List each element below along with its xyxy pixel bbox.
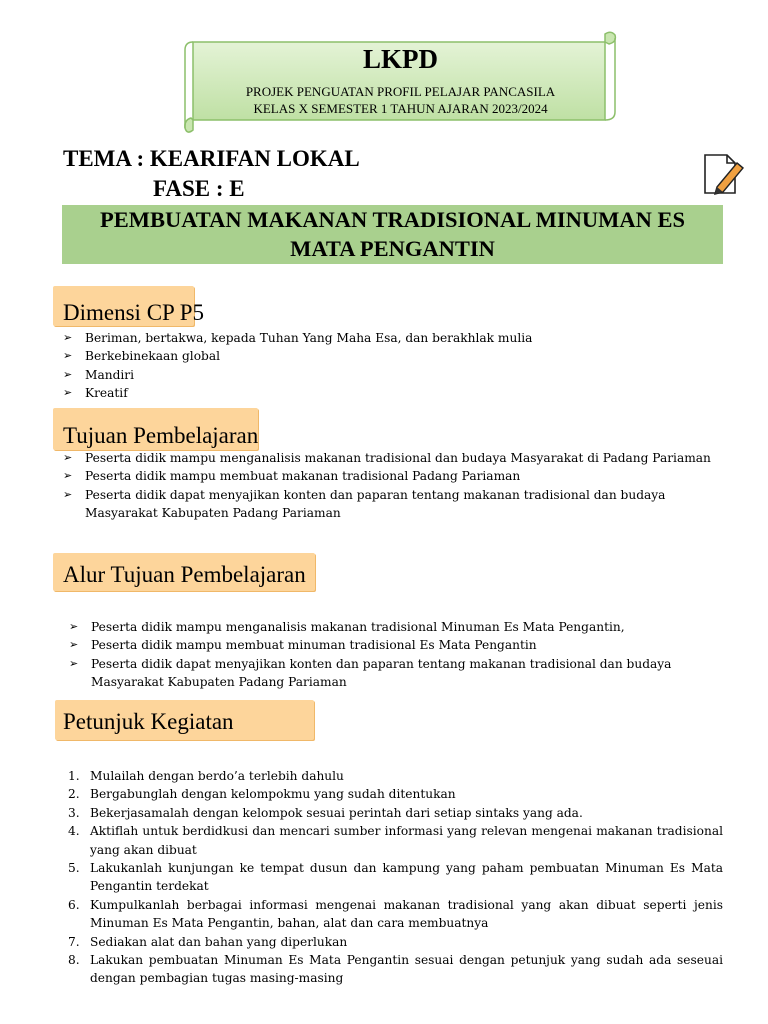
arrow-bullet-icon: ➢ xyxy=(63,451,73,464)
list-item: ➢ Peserta didik mampu membuat minuman tradisional Es Mata Pengantin xyxy=(67,636,723,654)
activity-title-band xyxy=(62,205,723,264)
header-scroll-banner xyxy=(183,30,618,136)
list-item: ➢ Mandiri xyxy=(61,366,721,384)
tema-label: TEMA : KEARIFAN LOKAL xyxy=(63,146,360,171)
list-item: 7. Sediakan alat dan bahan yang diperlukan xyxy=(68,934,348,949)
arrow-bullet-icon: ➢ xyxy=(69,656,79,670)
arrow-bullet-icon: ➢ xyxy=(63,367,73,381)
list-item: 4. Aktiflah untuk berdidkusi dan mencari sumber informasi yang relevan mengenai makanan tradisional yang akan dibuat xyxy=(68,824,723,857)
arrow-bullet-icon: ➢ xyxy=(69,638,79,652)
notepad-pencil-icon xyxy=(701,151,745,197)
alur-heading: Alur Tujuan Pembelajaran xyxy=(63,562,306,587)
list-item: 2. Bergabunglah dengan kelompokmu yang sudah ditentukan xyxy=(68,787,456,802)
list-item: ➢ Peserta didik dapat menyajikan konten dan paparan tentang makanan tradisional dan budaya Masyarakat Kabupaten Padang Pariaman xyxy=(63,487,666,521)
tujuan-heading: Tujuan Pembelajaran xyxy=(63,423,259,448)
list-item: ➢ Berkebinekaan global xyxy=(61,347,721,365)
activity-title-line-2: MATA PENGANTIN xyxy=(290,236,495,261)
list-item: 5. Lakukanlah kunjungan ke tempat dusun dan kampung yang paham pembuatan Minuman Es Mata Pengantin terdekat xyxy=(68,861,723,894)
dimensi-list xyxy=(61,329,721,403)
activity-title-line-1: PEMBUATAN MAKANAN TRADISIONAL MINUMAN ES xyxy=(99,207,686,232)
list-item: ➢ Peserta didik dapat menyajikan konten dan paparan tentang makanan tradisional dan budaya Masyarakat Kabupaten Padang Pariaman xyxy=(69,656,672,690)
petunjuk-heading: Petunjuk Kegiatan xyxy=(63,709,234,734)
list-item: ➢ Peserta didik mampu menganalisis makanan tradisional dan budaya Masyarakat di Padang Pariaman xyxy=(61,449,711,467)
list-item: ➢ Kreatif xyxy=(61,384,721,402)
petunjuk-list xyxy=(62,767,723,988)
banner-line-1: PROJEK PENGUATAN PROFIL PELAJAR PANCASILA xyxy=(245,84,556,99)
alur-list xyxy=(67,618,723,692)
banner-line-2: KELAS X SEMESTER 1 TAHUN AJARAN 2023/2024 xyxy=(253,101,548,116)
list-item: ➢ Peserta didik mampu membuat makanan tradisional Padang Pariaman xyxy=(61,467,711,485)
dimensi-heading: Dimensi CP P5 xyxy=(63,300,205,325)
arrow-bullet-icon: ➢ xyxy=(63,487,73,501)
tujuan-list xyxy=(61,449,711,523)
list-item: 6. Kumpulkanlah berbagai informasi mengenai makanan tradisional yang akan dibuat seperti jenis Minuman Es Mata Pengantin, bahan, alat dan cara membuatnya xyxy=(68,897,723,931)
arrow-bullet-icon: ➢ xyxy=(63,469,73,483)
arrow-bullet-icon: ➢ xyxy=(63,349,73,363)
list-item: 8. Lakukan pembuatan Minuman Es Mata Pengantin sesuai dengan petunjuk yang sudah ada seseuai dengan pembagian tugas masing-masing xyxy=(68,953,723,986)
fase-label: FASE : E xyxy=(153,176,245,201)
list-item: 3. Bekerjasamalah dengan kelompok sesuai perintah dari setiap sintaks yang ada. xyxy=(68,805,583,820)
list-item: ➢ Beriman, bertakwa, kepada Tuhan Yang Maha Esa, dan berakhlak mulia xyxy=(61,329,721,347)
list-item: 1. Mulailah dengan berdo’a terlebih dahulu xyxy=(68,769,344,783)
list-item: ➢ Peserta didik mampu menganalisis makanan tradisional Minuman Es Mata Pengantin, xyxy=(67,618,723,636)
arrow-bullet-icon: ➢ xyxy=(69,620,79,633)
arrow-bullet-icon: ➢ xyxy=(63,386,73,400)
arrow-bullet-icon: ➢ xyxy=(63,331,73,344)
banner-title: LKPD xyxy=(362,44,438,74)
